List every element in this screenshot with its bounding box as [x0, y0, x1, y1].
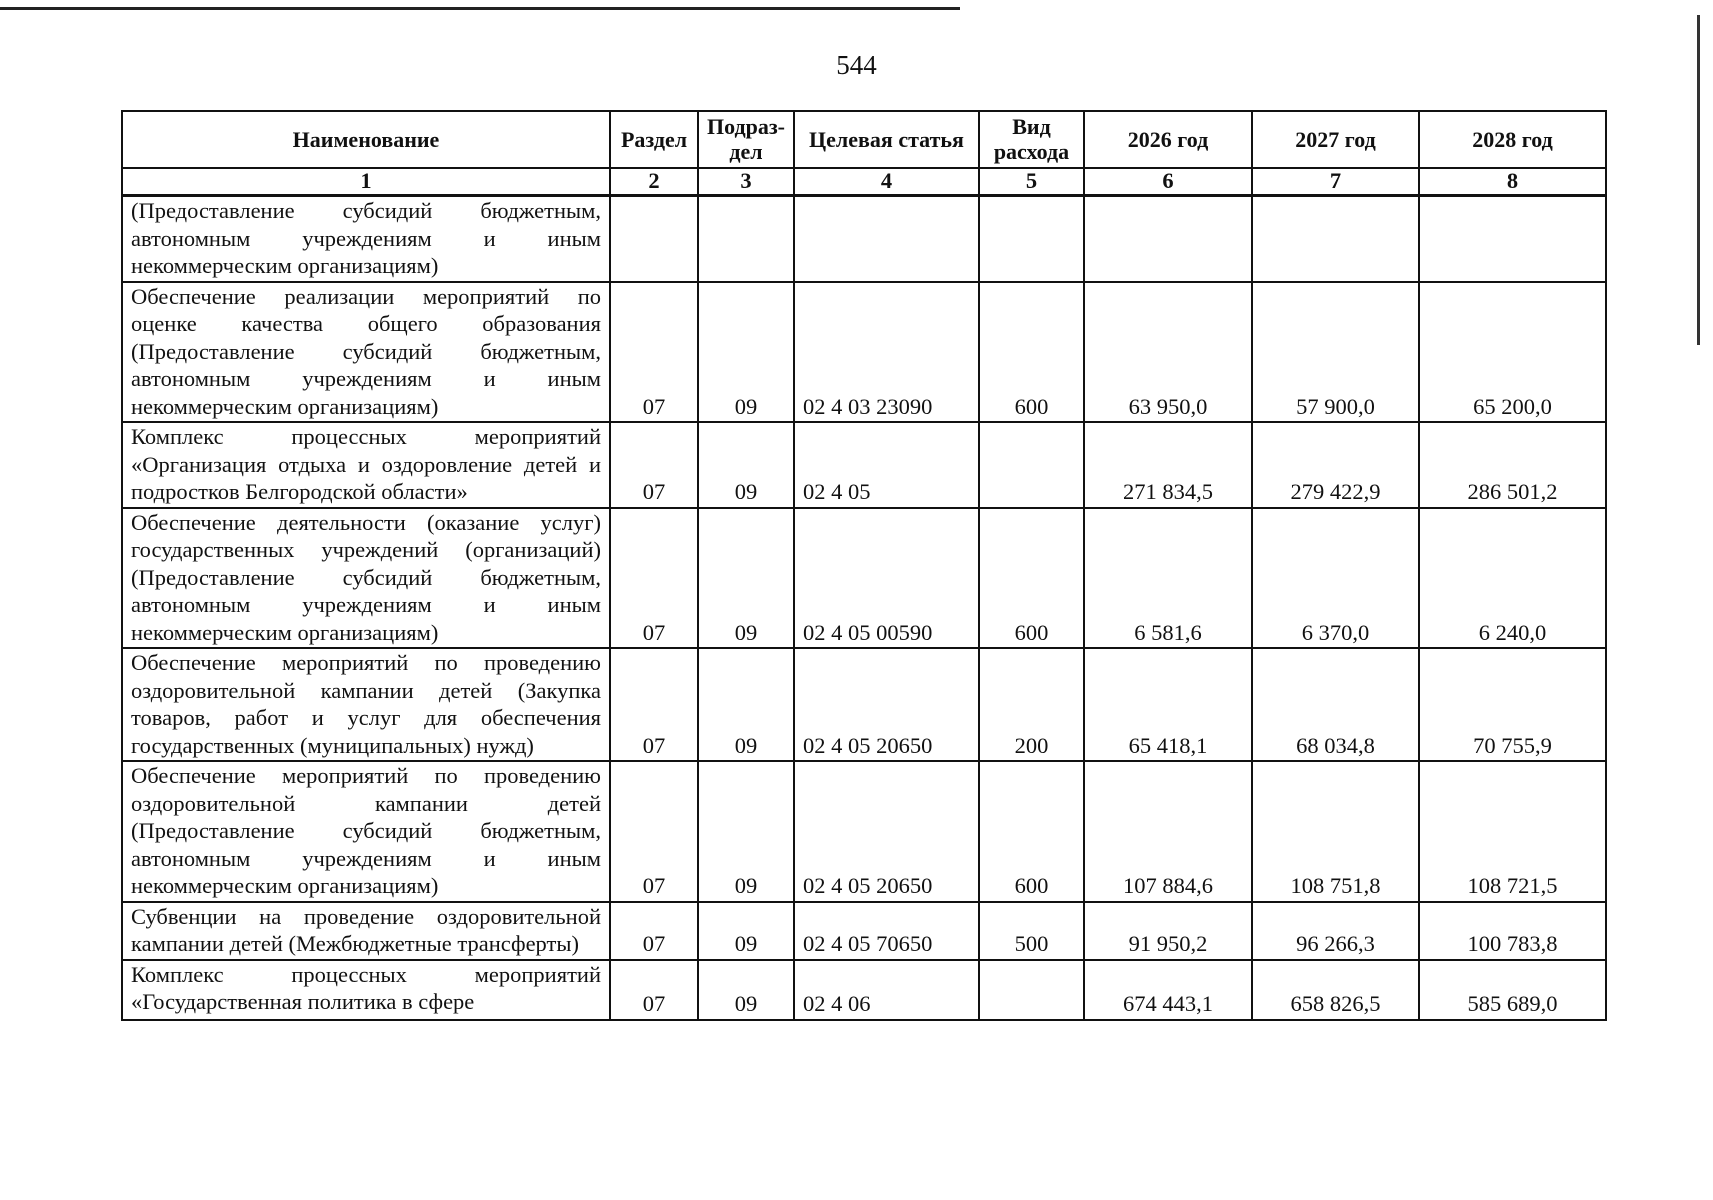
row-2027: 57 900,0	[1252, 282, 1419, 423]
row-2027: 96 266,3	[1252, 902, 1419, 960]
row-vid: 500	[979, 902, 1084, 960]
row-2028: 286 501,2	[1419, 422, 1606, 508]
row-2027: 108 751,8	[1252, 761, 1419, 902]
row-2027: 68 034,8	[1252, 648, 1419, 761]
row-2027: 658 826,5	[1252, 960, 1419, 1020]
table-row	[122, 761, 1606, 902]
row-vid: 200	[979, 648, 1084, 761]
row-vid	[979, 422, 1084, 508]
table-row	[122, 902, 1606, 960]
header-name: Наименование	[122, 111, 610, 168]
row-2027: 279 422,9	[1252, 422, 1419, 508]
header-2026: 2026 год	[1084, 111, 1252, 168]
row-target	[794, 196, 979, 282]
row-vid: 600	[979, 282, 1084, 423]
header-razdel: Раздел	[610, 111, 698, 168]
row-razdel: 07	[610, 422, 698, 508]
row-name: Комплекс процессных мероприятий «Государственная политика в сфере	[122, 960, 610, 1020]
table-row	[122, 282, 1606, 423]
row-razdel: 07	[610, 508, 698, 649]
column-number: 7	[1252, 168, 1419, 196]
header-podrazdel: Подраз-дел	[698, 111, 794, 168]
row-2026: 91 950,2	[1084, 902, 1252, 960]
header-vid: Вид расхода	[979, 111, 1084, 168]
row-2026	[1084, 196, 1252, 282]
row-2026: 674 443,1	[1084, 960, 1252, 1020]
row-2026: 107 884,6	[1084, 761, 1252, 902]
column-number: 6	[1084, 168, 1252, 196]
row-razdel	[610, 196, 698, 282]
page-number: 544	[836, 50, 877, 80]
row-target: 02 4 05 20650	[794, 761, 979, 902]
scan-edge-line	[0, 7, 960, 10]
column-number: 2	[610, 168, 698, 196]
row-2028: 108 721,5	[1419, 761, 1606, 902]
row-name: Обеспечение реализации мероприятий по оценке качества общего образования (Предоставление субсидий бюджетным, автономным учреждениям и иным некоммерческим организациям)	[122, 282, 610, 423]
row-podrazdel: 09	[698, 960, 794, 1020]
row-2028: 70 755,9	[1419, 648, 1606, 761]
row-razdel: 07	[610, 960, 698, 1020]
row-2027	[1252, 196, 1419, 282]
row-razdel: 07	[610, 648, 698, 761]
row-name: Комплекс процессных мероприятий «Организация отдыха и оздоровление детей и подростков Белгородской области»	[122, 422, 610, 508]
row-target: 02 4 06	[794, 960, 979, 1020]
row-2028: 65 200,0	[1419, 282, 1606, 423]
column-number: 1	[122, 168, 610, 196]
row-podrazdel: 09	[698, 648, 794, 761]
budget-table	[121, 110, 1607, 1021]
row-target: 02 4 05 00590	[794, 508, 979, 649]
row-2026: 271 834,5	[1084, 422, 1252, 508]
column-number-row	[122, 168, 1606, 196]
row-name: Обеспечение мероприятий по проведению оздоровительной кампании детей (Закупка товаров, работ и услуг для обеспечения государственных (муниципальных) нужд)	[122, 648, 610, 761]
row-2028: 6 240,0	[1419, 508, 1606, 649]
row-2028	[1419, 196, 1606, 282]
table-row	[122, 960, 1606, 1020]
row-2028: 585 689,0	[1419, 960, 1606, 1020]
row-2026: 63 950,0	[1084, 282, 1252, 423]
row-podrazdel: 09	[698, 282, 794, 423]
row-razdel: 07	[610, 282, 698, 423]
row-name: (Предоставление субсидий бюджетным, автономным учреждениям и иным некоммерческим организациям)	[122, 196, 610, 282]
row-name: Обеспечение мероприятий по проведению оздоровительной кампании детей (Предоставление субсидий бюджетным, автономным учреждениям и иным некоммерческим организациям)	[122, 761, 610, 902]
row-vid: 600	[979, 761, 1084, 902]
row-vid	[979, 196, 1084, 282]
row-target: 02 4 05 20650	[794, 648, 979, 761]
table-header-row	[122, 111, 1606, 168]
row-podrazdel: 09	[698, 761, 794, 902]
header-2027: 2027 год	[1252, 111, 1419, 168]
row-razdel: 07	[610, 902, 698, 960]
column-number: 4	[794, 168, 979, 196]
row-podrazdel: 09	[698, 902, 794, 960]
row-podrazdel	[698, 196, 794, 282]
row-name: Обеспечение деятельности (оказание услуг) государственных учреждений (организаций) (Предоставление субсидий бюджетным, автономным учреждениям и иным некоммерческим организациям)	[122, 508, 610, 649]
column-number: 3	[698, 168, 794, 196]
row-podrazdel: 09	[698, 422, 794, 508]
table-row	[122, 648, 1606, 761]
row-target: 02 4 05 70650	[794, 902, 979, 960]
row-target: 02 4 03 23090	[794, 282, 979, 423]
row-vid	[979, 960, 1084, 1020]
row-podrazdel: 09	[698, 508, 794, 649]
row-2027: 6 370,0	[1252, 508, 1419, 649]
column-number: 5	[979, 168, 1084, 196]
column-number: 8	[1419, 168, 1606, 196]
row-2026: 6 581,6	[1084, 508, 1252, 649]
table-row	[122, 422, 1606, 508]
row-2028: 100 783,8	[1419, 902, 1606, 960]
row-vid: 600	[979, 508, 1084, 649]
row-name: Субвенции на проведение оздоровительной кампании детей (Межбюджетные трансферты)	[122, 902, 610, 960]
table-row	[122, 196, 1606, 282]
header-2028: 2028 год	[1419, 111, 1606, 168]
row-2026: 65 418,1	[1084, 648, 1252, 761]
table-row	[122, 508, 1606, 649]
header-target: Целевая статья	[794, 111, 979, 168]
row-razdel: 07	[610, 761, 698, 902]
row-target: 02 4 05	[794, 422, 979, 508]
